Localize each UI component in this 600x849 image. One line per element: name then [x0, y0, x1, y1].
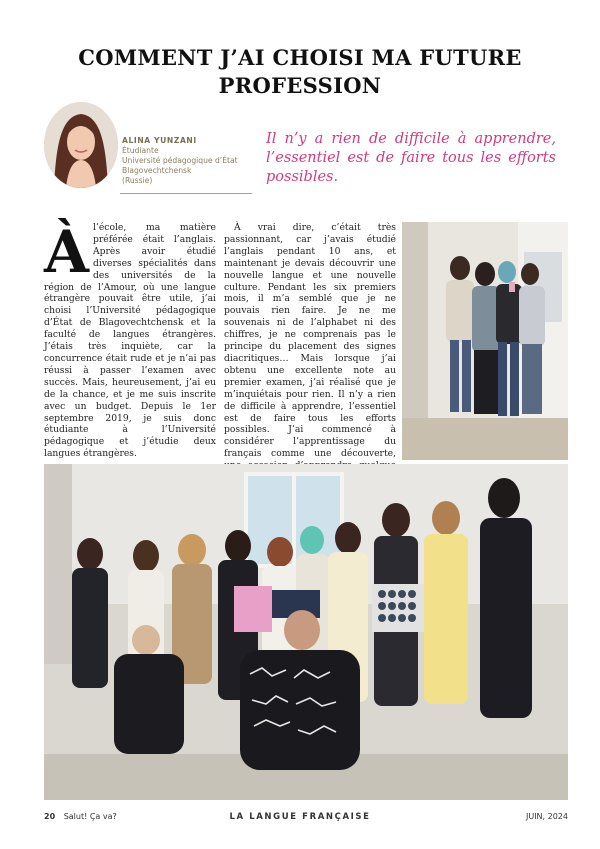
page-number: 20 [44, 812, 56, 821]
author-portrait [44, 102, 118, 188]
magazine-name: Salut! Ça va? [63, 812, 117, 821]
article-title [40, 44, 560, 100]
author-affiliation-2: Blagovechtchensk [122, 166, 192, 175]
article-column-1 [44, 218, 216, 460]
author-divider [120, 193, 252, 194]
article-title-line-2: PROFESSION [218, 73, 382, 98]
pull-quote: Il n’y a rien de difficile à apprendre, l’essentiel est de faire tous les efforts possibles. [266, 131, 556, 185]
article-title-line-1: COMMENT J’AI CHOISI MA FUTURE [78, 45, 522, 70]
author-name: ALINA YUNZANI [122, 136, 197, 145]
footer-date: JUIN, 2024 [525, 812, 568, 821]
author-affiliation-1: Université pédagogique d’État [122, 156, 238, 165]
article-column-2: À vrai dire, c’était très passionnant, car j’avais étudié l’anglais pendant 10 ans, et maintenant je devais découvrir une nouvelle langue et une nouvelle culture. Pendant les six premiers mois, il m’a semblé que je ne pouvais rien faire. Je ne me souvenais ni de l’alphabet ni des chiffres, je ne comprenais pas le principe du placement des signes diacritiques… Mais lorsque j’ai obtenu une excellente note au premier examen, j’ai réalisé que je m’inquiétais pour rien. Il n’y a rien de difficile à apprendre, l’essentiel est de faire tous les efforts possibles. J’ai commencé à considérer l’apprentissage du français comme une découverte, [224, 222, 396, 460]
author-info [122, 136, 252, 186]
photo-group-students [44, 464, 568, 800]
photo-girls-mirror-selfie [402, 222, 568, 460]
column-1-text: l’école, ma matière préférée était l’anglais. Après avoir étudié diverses spécialités dans des universités de la région de l’Amour, où une langue étrangère pouvait être utile, j’ai choisi l’Université pédagogique d’État de Blagovechtchensk et la faculté de langues étrangères. J’étais très inquiète, car la concurrence était rude et je n’ai pas réussi à passer l’examen avec succès. Mais, heureusement, j’ai eu de la chance, et je me suis inscrite avec un budget. Depuis le 1er septembre 2019, je suis donc étudiante à l’Université pédagogique et j’étudie deux langues étrangères. [44, 222, 216, 460]
footer-section: LA LANGUE FRANÇAISE [229, 812, 371, 822]
author-country: (Russie) [122, 176, 153, 185]
author-role: Étudiante [122, 146, 159, 155]
drop-cap: À [44, 218, 90, 286]
